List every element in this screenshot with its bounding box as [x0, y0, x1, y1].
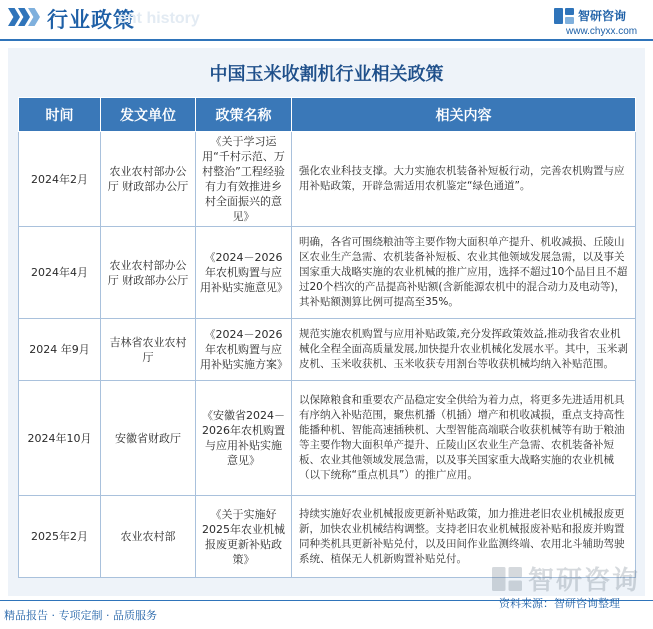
- cell-policy-name: 《2024－2026年农机购置与应用补贴实施方案》: [196, 319, 292, 381]
- table-row: [19, 381, 636, 496]
- header-content: 相关内容: [292, 98, 636, 132]
- panel-title: 中国玉米收割机行业相关政策: [209, 64, 444, 85]
- table-header-row: [19, 98, 636, 132]
- section-title: 行业政策: [47, 8, 135, 32]
- header-time: 时间: [19, 98, 101, 132]
- header-divider: [0, 39, 653, 41]
- cell-policy-name: 《安徽省2024－2026年农机购置与应用补贴实施意见》: [196, 381, 292, 496]
- cell-content: 强化农业科技支撑。大力实施农机装备补短板行动，完善农机购置与应用补贴政策，开辟急需适用农机鉴定“绿色通道”。: [292, 132, 636, 227]
- cell-time: 2024年4月: [19, 227, 101, 319]
- table-row: [19, 132, 636, 227]
- cell-content: 持续实施好农业机械报废更新补贴政策，加力推进老旧农业机械报废更新，加快农业机械结构调整。支持老旧农业机械报废补贴和报废并购置同种类机具更新补贴兑付，以及田间作业监测终端、农用北斗辅助驾驶系统、植保无人机新购置补贴兑付。: [292, 496, 636, 578]
- cell-unit: 农业农村部办公厅 财政部办公厅: [101, 227, 196, 319]
- brand-name: 智研咨询: [578, 9, 627, 23]
- cell-unit: 农业农村部: [101, 496, 196, 578]
- cell-unit: 安徽省财政厅: [101, 381, 196, 496]
- watermark-text: 智研咨询: [528, 566, 641, 596]
- cell-unit: 吉林省农业农村厅: [101, 319, 196, 381]
- page-header: [0, 0, 653, 40]
- cell-content: 明确，各省可围绕粮油等主要作物大面积单产提升、机收减损、丘陵山区农业生产急需、农机装备补短板、农业其他领域发展急需，以及事关国家重大战略实施的农业机械的推广应用，选择不超过10个品目且不超过20个档次的产品提高补贴额(含新能源农机中的混合动力及电动等)，其补贴额测算比例可提高至35%。: [292, 227, 636, 319]
- cell-policy-name: 《关于实施好2025年农业机械报废更新补贴政策》: [196, 496, 292, 578]
- header-unit: 发文单位: [101, 98, 196, 132]
- footer-source: 资料来源：智研咨询整理: [499, 597, 620, 610]
- ghost-subtitle: ent history: [118, 10, 200, 27]
- cell-time: 2024 年9月: [19, 319, 101, 381]
- table-row: [19, 319, 636, 381]
- watermark: [490, 560, 640, 597]
- cell-time: 2024年10月: [19, 381, 101, 496]
- cell-time: 2024年2月: [19, 132, 101, 227]
- table-row: [19, 227, 636, 319]
- cell-unit: 农业农村部办公厅 财政部办公厅: [101, 132, 196, 227]
- cell-policy-name: 《关于学习运用“千村示范、万村整治”工程经验有力有效推进乡村全面振兴的意见》: [196, 132, 292, 227]
- policy-panel: [8, 48, 645, 596]
- cell-time: 2025年2月: [19, 496, 101, 578]
- policy-table: [18, 97, 636, 578]
- cell-content: 以保障粮食和重要农产品稳定安全供给为着力点，将更多先进适用机具有序纳入补贴范围，聚焦机播（机插）增产和机收减损，重点支持高性能播种机、智能高速插秧机、大型智能高端联合收获机械等有助于粮油等主要作物大面积单产提升、丘陵山区农业生产急需、农机装备补短板、农业其他领域发展急需，以及事关国家重大战略实施的农业机械（以下统称“重点机具”）的推广应用。: [292, 381, 636, 496]
- brand-logo-icon: [553, 6, 575, 26]
- cell-policy-name: 《2024－2026年农机购置与应用补贴实施意见》: [196, 227, 292, 319]
- watermark-logo-icon: [490, 564, 524, 594]
- footer-slogan: 精品报告 · 专项定制 · 品质服务: [4, 609, 157, 622]
- cell-content: 规范实施农机购置与应用补贴政策,充分发挥政策效益,推动我省农业机械化全程全面高质量发展,加快提升农业机械化发展水平。其中，玉米剥皮机、玉米收获机、玉米收获专用割台等收获机械均纳入补贴范围。: [292, 319, 636, 381]
- brand-url: www.chyxx.com: [566, 26, 638, 37]
- header-policy-name: 政策名称: [196, 98, 292, 132]
- chevron-decoration-icon: [8, 8, 38, 26]
